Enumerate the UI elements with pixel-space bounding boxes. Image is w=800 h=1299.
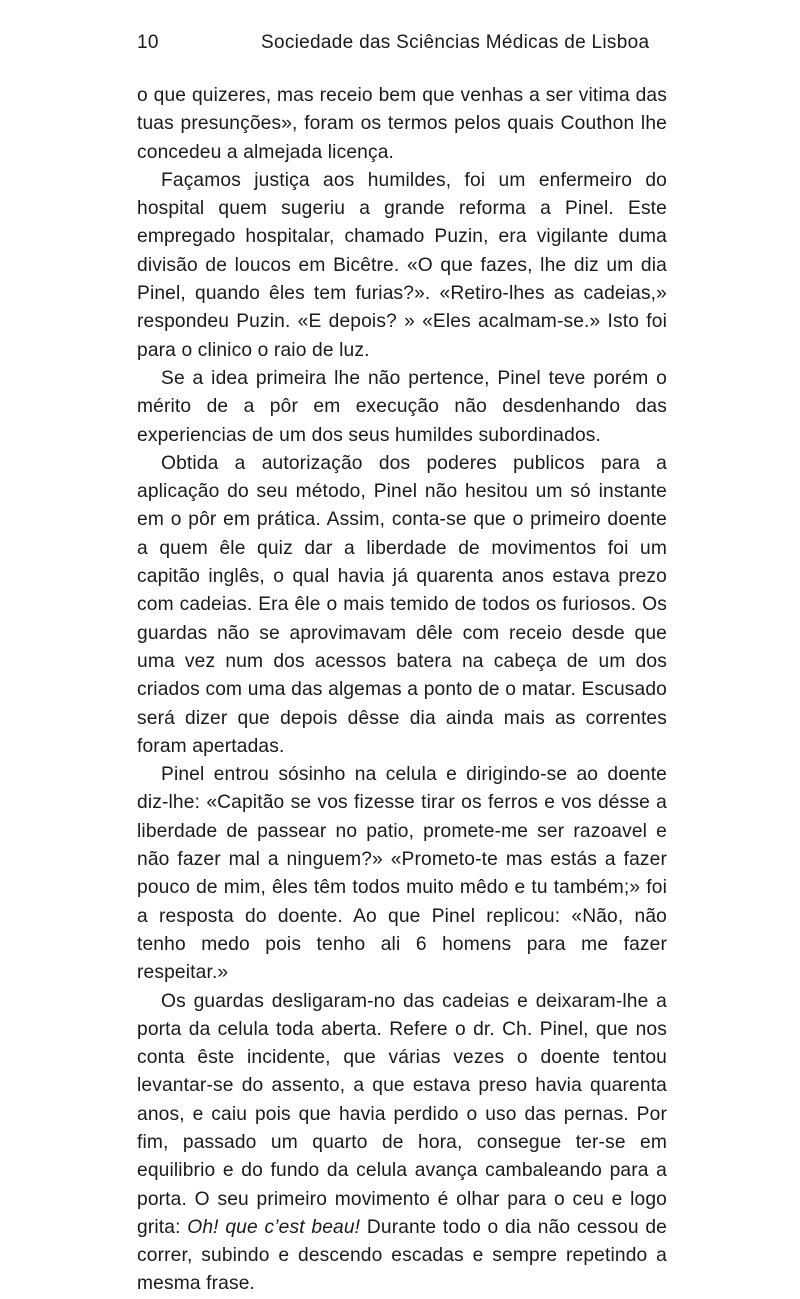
paragraph: [137, 450, 667, 761]
paragraph: [137, 82, 667, 167]
running-title: Sociedade das Sciências Médicas de Lisboa: [261, 32, 650, 53]
text-segment: Pinel entrou sósinho na celula e dirigindo-se ao doente diz-lhe: «Capitão se vos fizesse tirar os ferros e vos désse a liberdade de passear no patio, promete-me ser razoavel e não fazer mal a ninguem?» «Prometo-te mas estás a fazer pouco de mim, êles têm todos muito mêdo e tu também;» foi a resposta do doente. Ao que Pinel replicou: «Não, não tenho medo pois tenho ali 6 homens para me fazer respeitar.»: [137, 764, 667, 984]
page-number: 10: [137, 32, 159, 53]
paragraph: [137, 761, 667, 987]
paragraph: [137, 167, 667, 365]
running-header: [137, 32, 667, 56]
paragraph: [137, 988, 667, 1299]
text-segment: Durante todo o dia não cessou de correr, subindo e descendo escadas e sempre repetindo a mesma frase.: [137, 1216, 667, 1295]
text-segment: Os guardas desligaram-no das cadeias e deixaram-lhe a porta da celula toda aberta. Refere o dr. Ch. Pinel, que nos conta êste incidente, que várias vezes o doente tentou levantar-se do assento, a que estava preso havia quarenta anos, e caiu pois que havia perdido o uso das pernas. Por fim, passado um quarto de hora, consegue ter-se em equilibrio e do fundo da celula avança cambaleando para a porta. O seu primeiro movimento é olhar para o ceu e logo grita:: [137, 990, 667, 1238]
text-segment: Se a idea primeira lhe não pertence, Pinel teve porém o mérito de a pôr em execução não desdenhando das experiencias de um dos seus humildes subordinados.: [137, 367, 667, 446]
italic-quote: Oh! que c’est beau!: [187, 1216, 361, 1238]
paragraph: [137, 365, 667, 450]
body-text: [137, 82, 667, 1299]
text-segment: Obtida a autorização dos poderes publicos para a aplicação do seu método, Pinel não hesitou um só instante em o pôr em prática. Assim, conta-se que o primeiro doente a quem êle quiz dar a liberdade de movimentos foi um capitão inglês, o qual havia já quarenta anos estava prezo com cadeias. Era êle o mais temido de todos os furiosos. Os guardas não se aprovimavam dêle com receio desde que uma vez num dos acessos batera na cabeça de um dos criados com uma das algemas a ponto de o matar. Escusado será dizer que depois dêsse dia ainda mais as correntes foram apertadas.: [137, 452, 667, 757]
text-segment: Façamos justiça aos humildes, foi um enfermeiro do hospital quem sugeriu a grande reforma a Pinel. Este empregado hospitalar, chamado Puzin, era vigilante duma divisão de loucos em Bicêtre. «O que fazes, lhe diz um dia Pinel, quando êles tem furias?». «Retiro-lhes as cadeias,» respondeu Puzin. «E depois? » «Eles acalmam-se.» Isto foi para o clinico o raio de luz.: [137, 169, 667, 361]
text-segment: o que quizeres, mas receio bem que venhas a ser vitima das tuas presunções», foram os termos pelos quais Couthon lhe concedeu a almejada licença.: [137, 85, 667, 163]
